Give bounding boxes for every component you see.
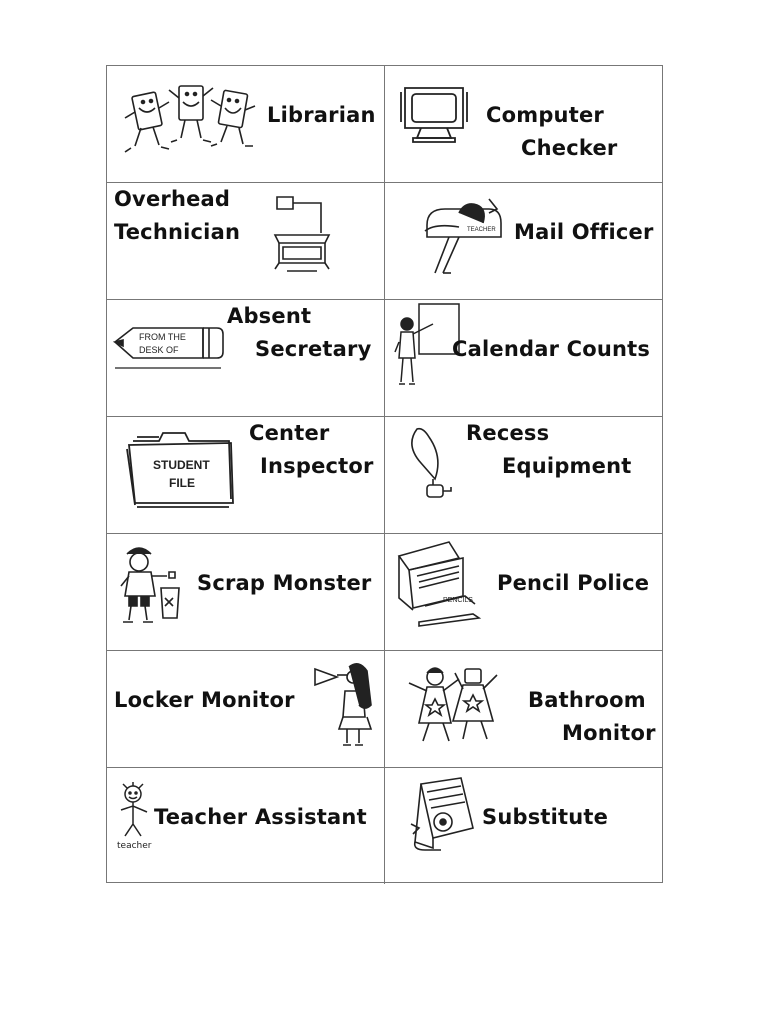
card-label: Locker Monitor: [114, 688, 295, 712]
art-caption: FILE: [169, 476, 195, 490]
card-label: Teacher Assistant: [154, 805, 367, 829]
card-computer-checker: [385, 66, 663, 183]
card-teacher-assistant: [107, 768, 385, 884]
card-pencil-police: [385, 534, 663, 651]
card-label: Inspector: [260, 454, 374, 478]
card-label: Substitute: [482, 805, 609, 829]
card-label: Technician: [114, 220, 241, 244]
art-caption: DESK OF: [139, 345, 179, 355]
mailbox-icon: [419, 195, 505, 277]
card-label: Monitor: [562, 721, 656, 745]
card-bathroom-monitor: [385, 651, 663, 768]
stick-figure-teacher-icon: [115, 782, 157, 852]
card-label: Calendar Counts: [452, 337, 651, 361]
card-label: Center: [249, 421, 330, 445]
card-label: Overhead: [114, 187, 231, 211]
girl-megaphone-icon: [313, 661, 375, 747]
card-mail-officer: [385, 183, 663, 300]
pencil-from-the-desk-of-icon: [113, 320, 225, 372]
girl-pointing-at-board-icon: [389, 302, 461, 402]
card-librarian: [107, 66, 385, 183]
card-label: Mail Officer: [514, 220, 654, 244]
job-cards-grid: [106, 65, 663, 883]
superhero-kids-icon: [405, 661, 505, 747]
art-caption: PENCILS: [443, 597, 473, 604]
card-label: Equipment: [502, 454, 632, 478]
notepad-stamp-icon: [409, 774, 479, 854]
card-locker-monitor: [107, 651, 385, 768]
overhead-projector-icon: [267, 193, 337, 275]
art-caption: FROM THE: [139, 332, 186, 342]
card-substitute: [385, 768, 663, 884]
card-label: Computer: [486, 103, 604, 127]
dancing-books-icon: [121, 72, 261, 168]
card-label: Absent: [227, 304, 312, 328]
card-label: Scrap Monster: [197, 571, 372, 595]
art-caption: teacher: [117, 841, 152, 851]
card-recess-equipment: [385, 417, 663, 534]
card-label: Recess: [466, 421, 550, 445]
card-calendar-counts: [385, 300, 663, 417]
card-label: Checker: [521, 136, 618, 160]
card-overhead-technician: [107, 183, 385, 300]
art-caption: STUDENT: [153, 458, 210, 472]
card-center-inspector: [107, 417, 385, 534]
card-label: Bathroom: [528, 688, 646, 712]
card-label: Librarian: [267, 103, 376, 127]
whistle-lanyard-icon: [405, 425, 455, 501]
student-file-folder-icon: [123, 427, 243, 509]
card-scrap-monster: [107, 534, 385, 651]
card-label: Pencil Police: [497, 571, 650, 595]
boy-recycling-icon: [115, 542, 191, 628]
box-of-pencils-icon: [395, 538, 495, 630]
card-label: Secretary: [255, 337, 372, 361]
computer-monitor-icon: [399, 82, 469, 146]
svg-text:TEACHER: TEACHER: [467, 227, 496, 233]
card-absent-secretary: [107, 300, 385, 417]
